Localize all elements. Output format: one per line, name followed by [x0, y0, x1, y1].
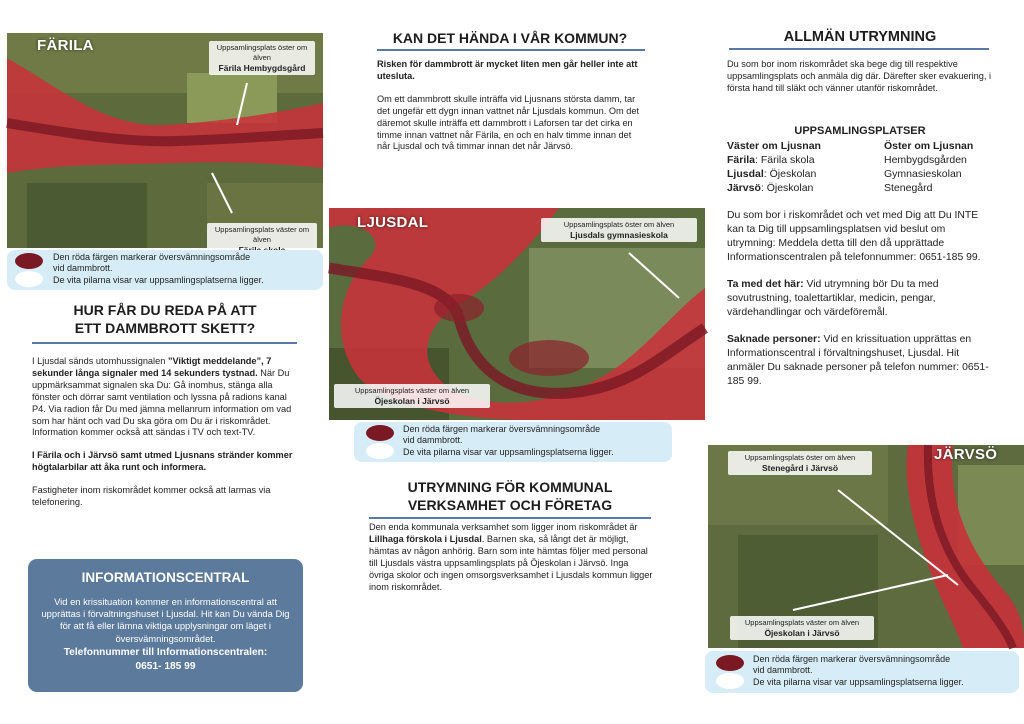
legend-jarvso — [705, 651, 1019, 693]
map-jarvso — [708, 445, 1024, 648]
col3-body — [727, 209, 993, 402]
red-marker-icon — [366, 425, 394, 441]
map-ljusdal — [329, 208, 705, 420]
legend-white-text: De vita pilarna visar var uppsamlingsplatserna ligger. — [403, 447, 614, 457]
legend-red-text: Den röda färgen markerar översvämningsområde vid dammbrott. — [403, 424, 601, 445]
callout-east — [728, 451, 872, 475]
callout-line2: Ljusdals gymnasieskola — [570, 230, 668, 240]
callout-line1: Uppsamlingsplats väster om älven — [744, 618, 860, 627]
places-table — [727, 139, 997, 195]
heading-rule — [377, 49, 645, 51]
callout-line2: Öjeskolan i Järvsö — [764, 628, 840, 638]
callout-line2: Öjeskolan i Järvsö — [374, 396, 450, 406]
callout-line1: Uppsamlingsplats väster om älven — [214, 225, 310, 244]
paragraph-phone-alert: Fastigheter inom riskområdet kommer också att larmas via telefonering. — [32, 485, 271, 508]
paragraph-lead: Risken för dammbrott är mycket liten men går heller inte att utesluta. — [377, 59, 638, 81]
heading-rule — [729, 48, 989, 50]
white-marker-icon — [366, 443, 394, 459]
paragraph-cannot-reach: Du som bor i riskområdet och vet med Dig att Du INTE kan ta Dig till uppsamlingsplatsen vid beslut om utrymning: Meddela detta till den då upprättade Informationscentralen på telefonnummer: 0651-185 99. — [727, 210, 981, 263]
callout-east — [541, 218, 697, 242]
heading-general-evacuation: ALLMÄN UTRYMNING — [783, 29, 937, 45]
callout-line1: Uppsamlingsplats öster om älven — [216, 43, 308, 62]
map-farila — [7, 33, 323, 248]
legend-white-text: De vita pilarna visar var uppsamlingsplatserna ligger. — [53, 275, 264, 285]
info-text: Vid en krissituation kommer en informationscentral att upprättas i förvaltningshuset i Ljusdal. Hit kan Du vända Dig för att få eller lämna viktiga upplysningar om läget i översvämningsområdet. — [41, 596, 290, 644]
paragraph-missing: Saknade personer: Vid en krissituation upprättas en Informationscentral i förvaltningshuset, Ljusdal. Hit anmäler Du saknade personer på telefon nummer: 0651-185 99. — [727, 334, 989, 387]
heading-municipal-evacuation: UTRYMNING FÖR KOMMUNAL VERKSAMHET OCH FÖRETAG — [407, 479, 613, 513]
paragraph-lillhaga: Den enda kommunala verksamhet som ligger inom riskområdet är Lillhaga förskola i Ljusdal. Barnen ska, så långt det är möjligt, hämtas av någon anhörig. Barn som inte hämtas följer med personal till Ljusdals västra uppsamlingsplats på Öjeskolan i Järvsö. Inga övriga skolor och ingen omsorgsverksamhet i Ljusdals kommun ligger inom riskområdet. — [369, 522, 653, 592]
legend-farila — [7, 250, 323, 290]
legend-red-text: Den röda färgen markerar översvämningsområde vid dammbrott. — [753, 654, 951, 675]
paragraph-speaker-cars: I Färila och i Järvsö samt utmed Ljusnans stränder kommer högtalarbilar att åka runt och informera. — [32, 450, 293, 473]
map-title: JÄRVSÖ — [934, 446, 998, 463]
col2-body-municipal — [369, 522, 653, 604]
col3-intro: Du som bor inom riskområdet ska bege dig till respektive uppsamlingsplats och anmäla dig där. Därefter sker evakuering, i första hand till släkt och vänner utanför riskområdet. — [727, 59, 992, 93]
callout-line1: Uppsamlingsplats öster om älven — [563, 220, 675, 229]
callout-line2: Färila Hembygdsgård — [218, 63, 306, 73]
places-row: Färila: Färila skola Hembygdsgården — [727, 154, 967, 166]
paragraph-timing: Om ett dammbrott skulle inträffa vid Ljusnans största damm, tar det ungefär ett dygn innan vattnet når Ljusdals kommun. Om det däremot skulle inträffa ett dammbrott i Laforsen tar det cirka en timme innan vattnet når Färila, en och en halv timme innan det når Ljusdal och två timmar innan det når Järvsö. — [377, 93, 639, 152]
places-row: Ljusdal: Öjeskolan Gymnasieskolan — [727, 168, 962, 180]
places-row: Järvsö: Öjeskolan Stenegård — [727, 182, 933, 194]
info-tel-label: Telefonnummer till Informationscentralen: — [63, 646, 268, 658]
red-marker-icon — [15, 253, 43, 269]
info-central-box — [28, 559, 303, 692]
callout-west — [730, 616, 874, 640]
callout-line2: Stenegård i Järvsö — [761, 463, 839, 473]
col2-body — [377, 59, 647, 164]
callout-east — [209, 41, 315, 75]
col1-body — [32, 356, 300, 520]
info-tel-number: 0651- 185 99 — [135, 660, 196, 672]
callout-line1: Uppsamlingsplats öster om älven — [744, 453, 856, 462]
callout-west — [334, 384, 490, 408]
map-title: LJUSDAL — [357, 214, 429, 231]
legend-red-text: Den röda färgen markerar översvämningsområde vid dammbrott. — [53, 252, 251, 273]
places-header-east: Öster om Ljusnan — [884, 140, 974, 152]
legend-white-text: De vita pilarna visar var uppsamlingsplatserna ligger. — [753, 677, 964, 687]
white-marker-icon — [716, 673, 744, 689]
places-header-row — [727, 139, 997, 153]
legend-ljusdal — [354, 422, 672, 462]
heading-rule — [369, 517, 651, 519]
heading-can-it-happen: KAN DET HÄNDA I VÅR KOMMUN? — [392, 30, 628, 46]
paragraph-signal: I Ljusdal sänds utomhussignalen ”Viktigt meddelande”, 7 sekunder långa signaler med 14 sekunders tystnad. När Du uppmärksammat signalen ska Du: Gå inomhus, stänga alla fönster och dörrar samt ventilation och lyssna på radions kanal P4. Via radion får Du med jämna mellanrum information om vad som har hänt och vad Du ska göra om Du är i riskområdet. Information kommer också att sändas i TV och text-TV. — [32, 356, 292, 438]
white-marker-icon — [15, 271, 43, 287]
map-title: FÄRILA — [37, 37, 94, 54]
heading-rule — [32, 342, 297, 344]
info-title: INFORMATIONSCENTRAL — [81, 570, 250, 585]
places-header-west: Väster om Ljusnan — [727, 140, 821, 152]
red-marker-icon — [716, 655, 744, 671]
places-title: UPPSAMLINGSPLATSER — [794, 125, 926, 137]
paragraph-bring: Ta med det här: Vid utrymning bör Du ta med sovutrustning, toalettartiklar, medicin, pengar, värdehandlingar och värdeföremål. — [727, 279, 939, 318]
heading-how-informed: HUR FÅR DU REDA PÅ ATT ETT DAMMBROTT SKETT? — [73, 302, 257, 336]
callout-line1: Uppsamlingsplats väster om älven — [354, 386, 470, 395]
